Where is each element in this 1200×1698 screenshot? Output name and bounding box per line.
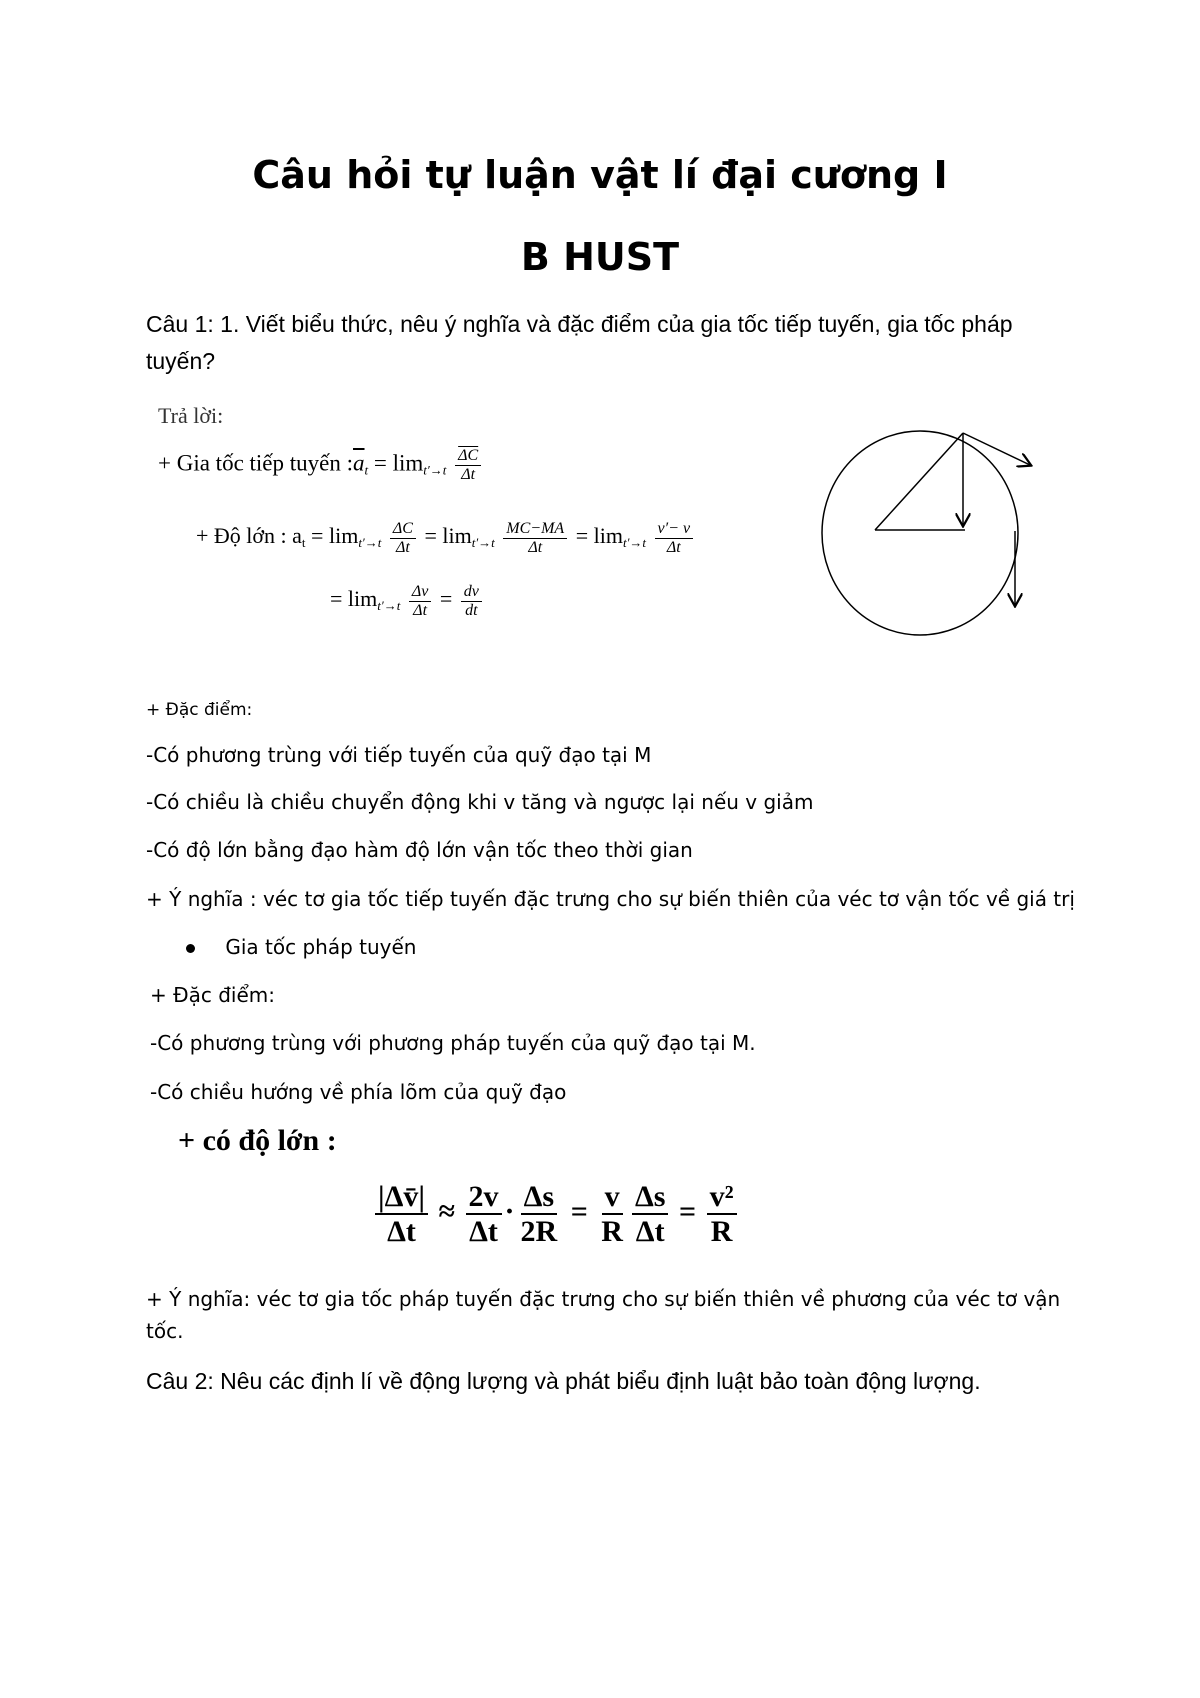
frac-num: MC−MA <box>503 520 567 539</box>
circular-motion-diagram <box>815 425 1045 645</box>
lim: lim <box>593 523 623 549</box>
normal-magnitude-formula <box>372 1180 740 1248</box>
normal-bullet <box>186 935 416 959</box>
normal-magnitude-label: + có độ lớn : <box>178 1124 337 1157</box>
lim-sub: t′→t <box>358 535 382 551</box>
feature-item: -Có chiều là chiều chuyển động khi v tăng và ngược lại nếu v giảm <box>146 790 814 814</box>
magnitude-prefix: + Độ lớn : a <box>196 523 302 549</box>
magnitude-sub: t <box>301 535 306 551</box>
frac-den: Δt <box>469 1215 498 1248</box>
frac-num: v <box>602 1180 623 1215</box>
tangential-vector: $\overline{a}$ <box>353 450 365 476</box>
frac-den: Δt <box>461 465 476 483</box>
bullet-dot-icon <box>186 944 195 953</box>
frac-num: v² <box>707 1180 737 1215</box>
equals-sign: = <box>330 586 343 612</box>
lim-sub: t′→t <box>622 535 647 551</box>
frac-den: Δt <box>387 1215 416 1248</box>
answer-label: Trả lời: <box>158 403 224 428</box>
frac-num: Δv <box>409 583 432 602</box>
page-title: Câu hỏi tự luận vật lí đại cương I <box>252 153 948 197</box>
feature-item: -Có độ lớn bằng đạo hàm độ lớn vận tốc theo thời gian <box>146 838 693 862</box>
lim: lim <box>347 586 378 612</box>
derivative-formula <box>330 583 485 619</box>
tangent-arrow <box>963 433 1030 465</box>
equals-sign: = <box>424 523 437 549</box>
frac-num: v′− v <box>655 520 694 539</box>
lim-sub: t′→t <box>377 598 401 614</box>
dot-sign: · <box>504 1194 515 1228</box>
frac-num: Δs <box>632 1180 668 1215</box>
frac-num: ΔC <box>390 520 416 539</box>
equals-sign: = <box>439 586 453 612</box>
equals-sign: = <box>575 523 589 549</box>
question-2: Câu 2: Nêu các định lí về động lượng và phát biểu định luật bảo toàn động lượng. <box>146 1368 981 1394</box>
tangential-formula <box>158 447 484 483</box>
frac-den: Δt <box>528 538 543 556</box>
frac-den: R <box>710 1215 733 1248</box>
frac-den: Δt <box>635 1215 665 1248</box>
lim: lim <box>442 523 472 549</box>
chord-line <box>875 433 963 530</box>
feature-item: -Có phương trùng với phương pháp tuyến của quỹ đạo tại M. <box>150 1031 756 1055</box>
lim-sub: t′→t <box>471 535 495 551</box>
frac-num: $\overline{\Delta C}$ <box>455 447 481 466</box>
lim: lim <box>328 523 359 549</box>
feature-item: -Có chiều hướng về phía lõm của quỹ đạo <box>150 1080 567 1104</box>
equals-sign: = <box>373 450 387 476</box>
frac-den: Δt <box>413 601 428 619</box>
equals-sign: = <box>311 523 324 549</box>
page-subtitle: B HUST <box>520 235 680 279</box>
lim: lim <box>392 450 424 476</box>
tangential-features-heading: + Đặc điểm: <box>146 700 253 720</box>
normal-meaning: + Ý nghĩa: véc tơ gia tốc pháp tuyến đặc trưng cho sự biến thiên về phương của véc tơ vận tốc. <box>146 1287 1061 1343</box>
equals-sign: = <box>570 1194 588 1228</box>
frac-num: Δs <box>521 1180 557 1215</box>
magnitude-formula <box>196 520 696 556</box>
frac-den: Δt <box>666 538 681 556</box>
approx-sign: ≈ <box>438 1194 455 1228</box>
frac-den: dt <box>465 601 478 619</box>
frac-num: |Δv̄| <box>375 1180 428 1215</box>
frac-num: 2v <box>466 1180 502 1215</box>
tangential-meaning: + Ý nghĩa : véc tơ gia tốc tiếp tuyến đặc trưng cho sự biến thiên của véc tơ vận tốc về giá trị <box>146 887 1075 911</box>
tangential-vector-sub: t <box>364 462 369 478</box>
normal-bullet-label: Gia tốc pháp tuyến <box>225 935 417 959</box>
frac-num: dv <box>461 583 482 602</box>
frac-den: Δt <box>396 538 410 556</box>
question-1: Câu 1: 1. Viết biểu thức, nêu ý nghĩa và đặc điểm của gia tốc tiếp tuyến, gia tốc pháp tuyến? <box>146 311 1013 374</box>
tangential-prefix: + Gia tốc tiếp tuyến : <box>158 450 354 476</box>
trajectory-circle <box>822 431 1018 635</box>
equals-sign: = <box>678 1194 697 1228</box>
frac-den: R <box>601 1215 623 1248</box>
lim-sub: t′→t <box>423 462 447 478</box>
feature-item: -Có phương trùng với tiếp tuyến của quỹ đạo tại M <box>146 743 652 767</box>
frac-den: 2R <box>520 1215 558 1248</box>
normal-features-heading: + Đặc điểm: <box>150 983 275 1007</box>
